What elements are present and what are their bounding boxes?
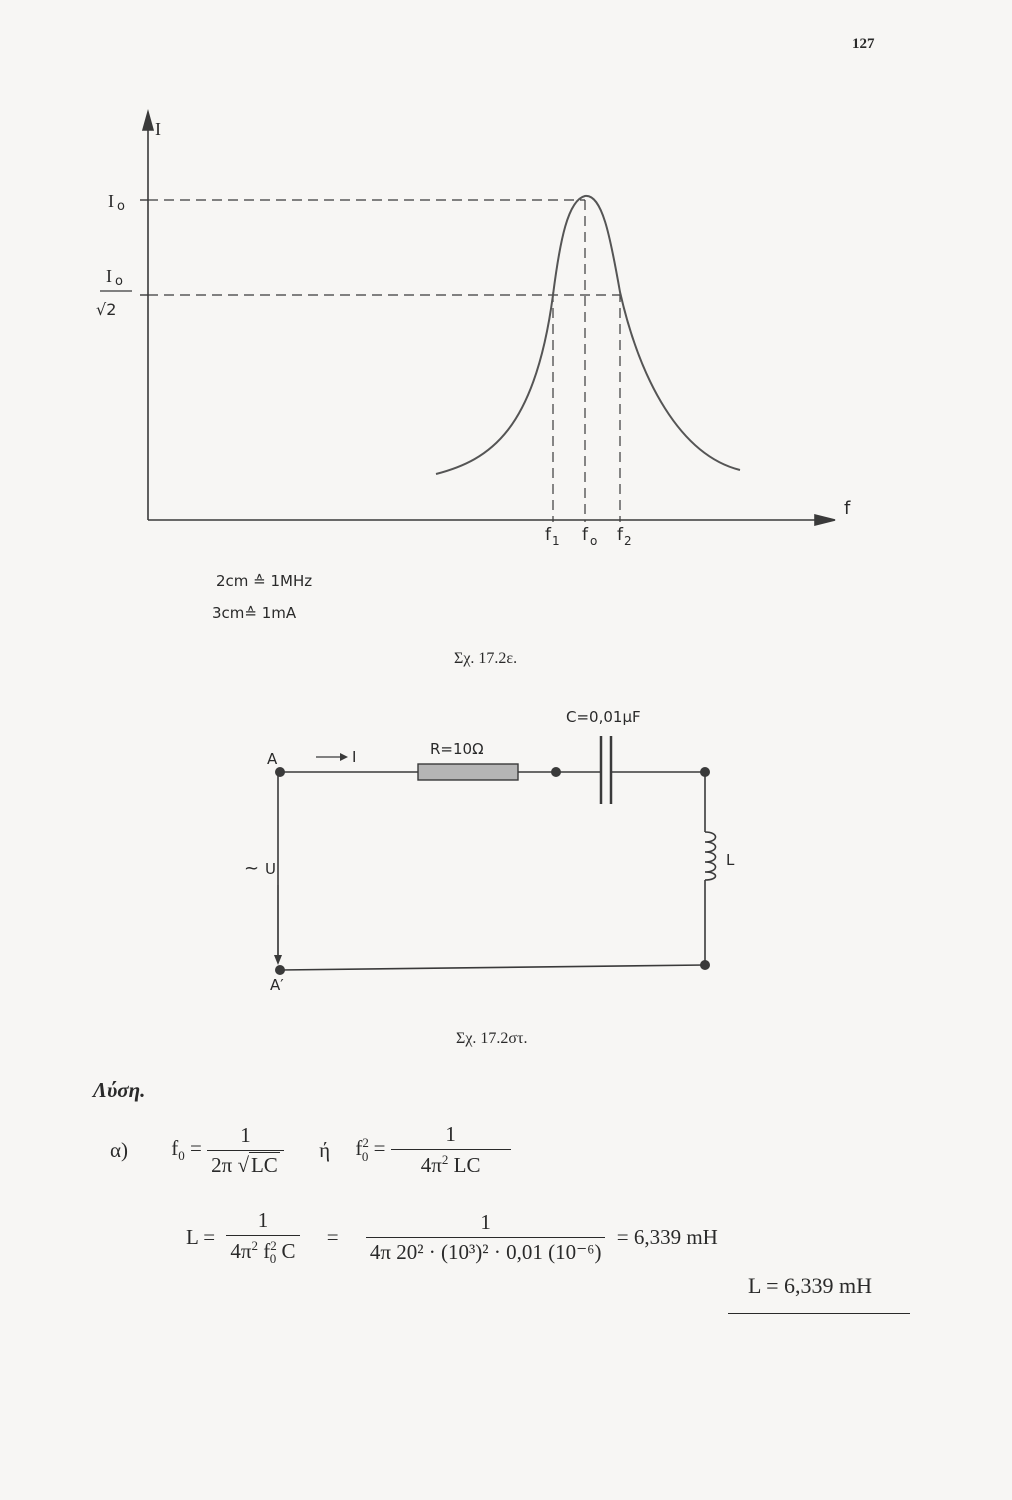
page-number: 127 xyxy=(852,36,875,52)
eq3-fraction-2: $\frac{1}{\text{4π 20² · (10³)² · 0,01 (10⁻⁶)}}$ xyxy=(366,1210,606,1265)
resistor xyxy=(418,764,518,780)
i0-label: I xyxy=(108,191,114,211)
inductor-coil xyxy=(705,832,716,880)
scale-current: 3cm≙ 1mA xyxy=(212,604,297,622)
eq1-fraction: $\frac{1}{2\pi √LC}$ xyxy=(207,1123,284,1178)
half-power-numerator: I xyxy=(106,266,112,286)
part-label: α) xyxy=(110,1137,128,1162)
or-word: ή xyxy=(319,1137,331,1162)
eq1-lhs: $f_0$ = xyxy=(171,1135,208,1164)
x-axis-arrow xyxy=(815,515,835,525)
solution-heading: Λύση. xyxy=(93,1078,146,1102)
current-label: I xyxy=(352,748,357,766)
eq3-result: = 6,339 mH xyxy=(616,1225,718,1250)
node-top-right xyxy=(700,767,710,777)
f1-label-sub: 1 xyxy=(552,534,560,548)
half-power-denominator: √2 xyxy=(96,300,117,319)
y-axis-label: I xyxy=(155,119,161,139)
resistor-label: R=10Ω xyxy=(430,740,484,758)
inductor-label: L xyxy=(726,851,735,869)
f2-label: f xyxy=(617,525,623,545)
equation-row-1 xyxy=(110,1122,511,1178)
node-a-prime-dot xyxy=(275,965,285,975)
final-result: L = 6,339 mH xyxy=(748,1273,873,1298)
eq2-lhs: $f^2_0$ = xyxy=(355,1135,391,1164)
source-symbol: ~ xyxy=(244,858,260,879)
eq2-fraction: $\frac{1}{4\pi^2 LC}$ xyxy=(391,1122,511,1178)
wire-bottom xyxy=(280,965,705,970)
scale-frequency: 2cm ≙ 1MHz xyxy=(216,572,313,590)
eq3-fraction-1: $\frac{1}{4\pi^2 f^2_0 C}$ xyxy=(226,1208,299,1267)
f1-label: f xyxy=(545,525,551,545)
y-axis-arrow xyxy=(143,112,153,130)
resonance-curve xyxy=(436,196,740,474)
equation-row-2 xyxy=(186,1208,718,1267)
resonance-curve-figure xyxy=(0,0,1012,640)
voltage-arrow-head xyxy=(274,955,282,965)
f0-label-sub: o xyxy=(590,534,598,548)
eq3-lhs: L = xyxy=(186,1225,216,1250)
node-a-label: A xyxy=(267,750,278,768)
result-underline xyxy=(728,1313,910,1314)
current-arrow-head xyxy=(340,753,348,761)
capacitor-label: C=0,01μF xyxy=(566,708,641,726)
node-bottom-right xyxy=(700,960,710,970)
node-a-dot xyxy=(275,767,285,777)
figure-2-caption: Σχ. 17.2στ. xyxy=(456,1030,528,1047)
f2-label-sub: 2 xyxy=(624,534,632,548)
figure-1-caption: Σχ. 17.2ε. xyxy=(454,650,518,667)
half-power-numerator-sub: o xyxy=(115,274,123,289)
f0-label: f xyxy=(582,525,588,545)
eq3-equals: = xyxy=(326,1225,339,1250)
node-a-prime-label: A′ xyxy=(270,976,284,994)
source-label: U xyxy=(265,860,276,878)
x-axis-label: f xyxy=(844,498,851,519)
node-resistor-cap xyxy=(551,767,561,777)
circuit-figure xyxy=(0,690,1012,1020)
i0-label-sub: o xyxy=(117,199,125,214)
